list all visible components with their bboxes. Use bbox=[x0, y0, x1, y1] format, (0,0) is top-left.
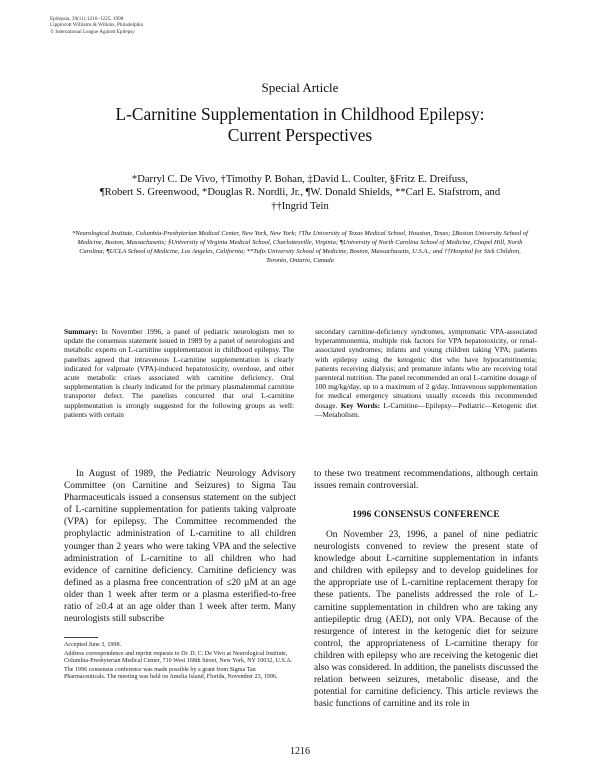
author-list bbox=[70, 173, 530, 213]
abstract-right-column bbox=[315, 327, 537, 419]
footnotes bbox=[64, 642, 296, 683]
body-paragraph-continuation: to these two treatment recommendations, although certain issues remain controversial. bbox=[314, 469, 538, 492]
section-heading: 1996 CONSENSUS CONFERENCE bbox=[352, 509, 500, 519]
footnote-accepted: Accepted June 3, 1998. bbox=[64, 642, 122, 648]
footnote-conference: The 1996 consensus conference was made possible by a grant from Sigma Tau Pharmaceuticals. The meeting was held on Amelia Island, Florida, November 23, 1996. bbox=[64, 666, 278, 681]
keywords: L-Carnitine—Epilepsy—Pediatric—Ketogenic diet—Metabolism. bbox=[315, 400, 537, 419]
body-paragraph-intro: In August of 1989, the Pediatric Neurology Advisory Committee (on Carnitine and Seizures) to Sigma Tau Pharmaceuticals issued a consensus statement on the subject of L-carnitine supplementation for patients taking valproate (VPA) for epilepsy. The Committee recommended the prophylactic administration of L-carnitine to all children younger than 2 years who were taking VPA and the selective administration of L-carnitine to all children who had evidence of carnitine deficiency. Carnitine deficiency was defined as a plasma free concentration of ≤20 µM at an age older than 1 week after term or a plasma esterified-to-free ratio of ≥0.4 at an age older than 1 week after term. Many neurologists still subscribe bbox=[64, 469, 296, 625]
journal-header bbox=[50, 16, 143, 35]
publisher-line: Lippincott Williams & Wilkins, Philadelphia bbox=[50, 22, 143, 29]
abstract-text-left: In November 1996, a panel of pediatric neurologists met to update the consensus statement issued in 1989 by a panel of neurologists and metabolic experts on L-carnitine supplementation in childhood epilepsy. The panelists agreed that intravenous L-carnitine supplementation is clearly indicated for valproate (VPA)-induced hepatotoxicity, overdose, and other acute metabolic crises associated with carnitine deficiency. Oral supplementation is clearly indicated for the primary plasmalemmal carnitine transporter defect. The panelists concurred that oral L-carnitine supplementation is strongly suggested for the following groups as well: patients with certain bbox=[64, 327, 294, 419]
keywords-label: Key Words: bbox=[340, 400, 384, 410]
section-label: Special Article bbox=[261, 80, 339, 95]
abstract-text-right: secondary carnitine-deficiency syndromes, symptomatic VPA-associated hyperammonemia, multiple risk factors for VPA hepatotoxicity, or renal-associated syndromes; infants and young children taking VPA; patients with epilepsy using the ketogenic diet who have hypocarnitinemia; patients receiving dialysis; and premature infants who are receiving total parenteral nutrition. The panel recommended an oral L-carnitine dosage of 100 mg/kg/day, up to a maximum of 2 g/day. Intravenous supplementation for medical emergency situations usually exceeds this recommended dosage. bbox=[315, 327, 537, 410]
body-right-column bbox=[314, 529, 538, 710]
page-number: 1216 bbox=[290, 746, 310, 757]
body-right-continuation bbox=[314, 468, 538, 492]
article-title-line2: Current Perspectives bbox=[227, 125, 373, 145]
author-line1: *Darryl C. De Vivo, †Timothy P. Bohan, ‡David L. Coulter, §Fritz E. Dreifuss, bbox=[131, 174, 469, 185]
body-left-column bbox=[64, 468, 296, 625]
body-paragraph-conference: On November 23, 1996, a panel of nine pediatric neurologists convened to review the present state of knowledge about L-carnitine supplementation in infants and children with epilepsy and to develop guidelines for the appropriate use of L-carnitine replacement therapy for these patients. The panelists addressed the role of L-carnitine supplementation in children who are taking any antiepileptic drug (AED), not only VPA. Because of the resurgence of interest in the ketogenic diet for seizure control, the appropriateness of L-carnitine therapy for children with epilepsy who are receiving the ketogenic diet also was considered. In addition, the panelists discussed the relation between seizures, metabolic disease, and the potential for carnitine deficiency. This article reviews the basic functions of carnitine and its role in bbox=[314, 530, 538, 710]
article-title bbox=[80, 104, 520, 146]
abstract-label: Summary: bbox=[64, 327, 102, 336]
footnote-correspondence: Address correspondence and reprint requests to Dr. D. C. De Vivo at Neurological Institute, Columbia-Presbyterian Medical Center, 710 West 168th Street, New York, NY 10032, U.S.A. bbox=[64, 650, 293, 665]
affiliations: *Neurological Institute, Columbia-Presbyterian Medical Center, New York, New York; †The University of Texas Medical School, Houston, Texas; ‡Boston University School of Medicine, Boston, Massachusetts; §University of Virginia Medical School, Charlottesville, Virginia; ¶University of North Carolina School of Medicine, Chapel Hill, North Carolina; ¶UCLA School of Medicine, Los Angeles, California; **Tufts University School of Medicine, Boston, Massachusetts, U.S.A.; and ††Hospital for Sick Children, Toronto, Ontario, Canada bbox=[72, 230, 528, 264]
author-line2: ¶Robert S. Greenwood, *Douglas R. Nordli, Jr., ¶W. Donald Shields, **Carl E. Stafstrom, and bbox=[99, 187, 501, 199]
footnote-rule bbox=[64, 637, 98, 638]
copyright-line: © International League Against Epilepsy bbox=[50, 28, 135, 35]
abstract-left-column bbox=[64, 327, 294, 419]
author-line3: ††Ingrid Tein bbox=[271, 200, 329, 212]
journal-citation: Epilepsia, 39(11):1216–1225, 1998 bbox=[50, 16, 124, 22]
article-title-line1: L-Carnitine Supplementation in Childhood Epilepsy: bbox=[115, 104, 485, 124]
